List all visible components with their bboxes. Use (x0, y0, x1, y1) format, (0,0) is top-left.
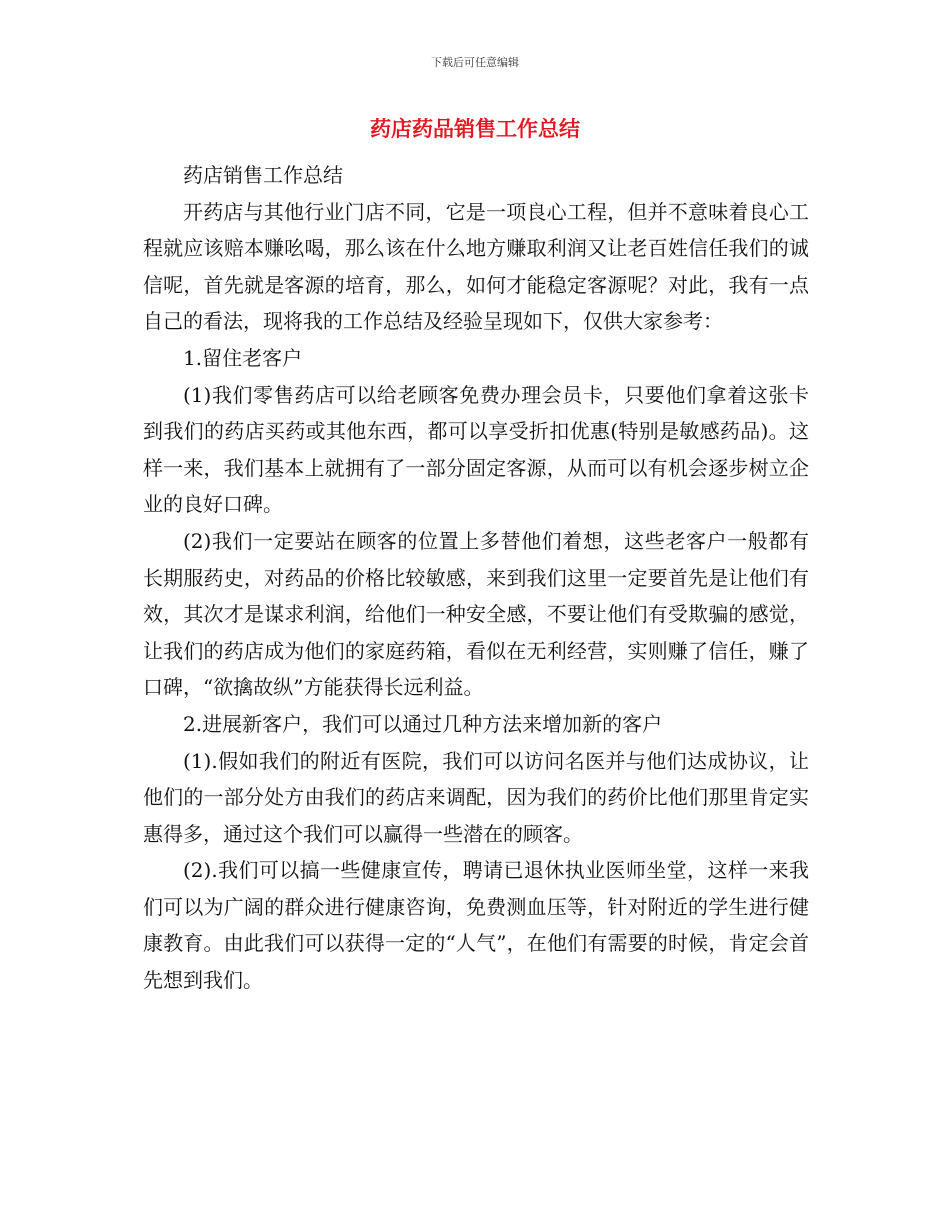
paragraph-customer-care: (2)我们一定要站在顾客的位置上多替他们着想，这些老客户一般都有长期服药史，对药品的价格比较敏感，来到我们这里一定要首先是让他们有效，其次才是谋求利润，给他们一种安全感，不要让他们有受欺骗的感觉，让我们的药店成为他们的家庭药箱，看似在无利经营，实则赚了信任，赚了口碑，“欲擒故纵”方能获得长远利益。 (143, 528, 809, 700)
document-title: 药店药品销售工作总结 (370, 117, 580, 141)
paragraph-member-card: (1)我们零售药店可以给老顾客免费办理会员卡，只要他们拿着这张卡到我们的药店买药或其他东西，都可以享受折扣优惠(特别是敏感药品)。这样一来，我们基本上就拥有了一部分固定客源，从而可以有机会逐步树立企业的良好口碑。 (143, 382, 809, 517)
paragraph-subtitle: 药店销售工作总结 (183, 163, 343, 187)
header-note: 下载后可任意编辑 (431, 56, 519, 69)
section-heading-retain-customers: 1.留住老客户 (183, 345, 303, 370)
paragraph-health-promotion: (2).我们可以搞一些健康宣传，聘请已退休执业医师坐堂，这样一来我们可以为广阔的群众进行健康咨询，免费测血压等，针对附近的学生进行健康教育。由此我们可以获得一定的“人气”，在他们有需要的时候，肯定会首先想到我们。 (143, 858, 809, 993)
paragraph-hospital-cooperation: (1).假如我们的附近有医院，我们可以访问名医并与他们达成协议，让他们的一部分处方由我们的药店来调配，因为我们的药价比他们那里肯定实惠得多，通过这个我们可以赢得一些潜在的顾客。 (143, 748, 809, 846)
section-heading-new-customers: 2.进展新客户，我们可以通过几种方法来增加新的客户 (183, 711, 663, 736)
paragraph-intro: 开药店与其他行业门店不同，它是一项良心工程，但并不意味着良心工程就应该赔本赚吆喝，那么该在什么地方赚取利润又让老百姓信任我们的诚信呢，首先就是客源的培育，那么，如何才能稳定客源呢？对此，我有一点自己的看法，现将我的工作总结及经验呈现如下，仅供大家参考： (143, 199, 809, 334)
document-body (143, 157, 809, 999)
